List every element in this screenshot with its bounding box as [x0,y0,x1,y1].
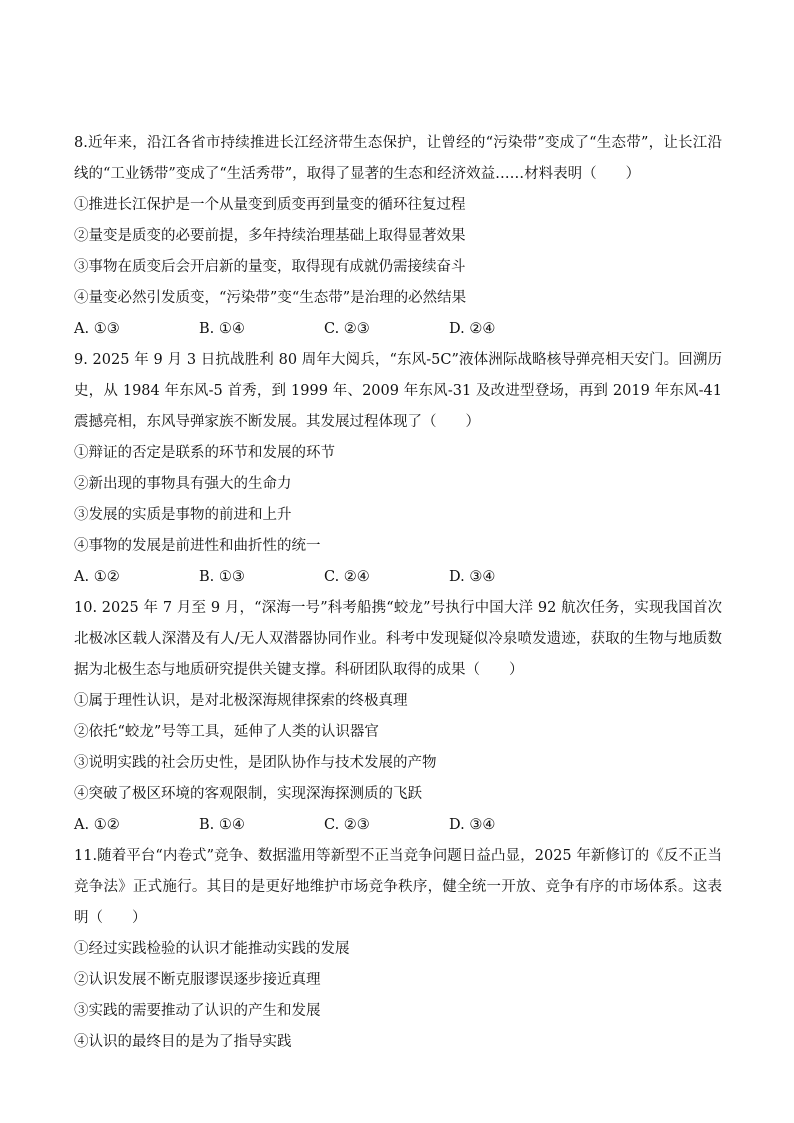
choice-c: C. ②③ [324,321,370,337]
choice-d: D. ③④ [449,817,496,833]
choice-c: C. ②④ [324,569,370,585]
option-statement-4: ④事物的发展是前进性和曲折性的统一 [74,538,321,554]
option-statement-4: ④突破了极区环境的客观限制，实现深海探测质的飞跃 [74,786,422,802]
question-10 [74,593,722,841]
choice-b: B. ①④ [199,321,245,337]
option-statement-1: ①推进长江保护是一个从量变到质变再到量变的循环往复过程 [74,197,466,213]
option-statement-2: ②新出现的事物具有强大的生命力 [74,476,292,492]
question-stem: 8.近年来，沿江各省市持续推进长江经济带生态保护，让曾经的“污染带”变成了“生态带”，让长江沿线的“工业锈带”变成了“生活秀带”，取得了显著的生态和经济效益……材料表明（ ） [74,135,722,182]
answer-choices [74,314,722,345]
question-stem: 9. 2025 年 9 月 3 日抗战胜利 80 周年大阅兵，“东风-5C”液体洲际战略核导弹亮相天安门。回溯历史，从 1984 年东风-5 首秀，到 1999 年、2009 年东风-31 及改进型登场，再到 2019 年东风-41 震撼亮相，东风导弹家族不断发展。其发展过程体现了（ ） [74,352,722,430]
question-9 [74,345,722,593]
choice-a: A. ①③ [74,321,120,337]
question-stem: 11.随着平台“内卷式”竞争、数据滥用等新型不正当竞争问题日益凸显，2025 年新修订的《反不正当竞争法》正式施行。其目的是更好地维护市场竞争秩序，健全统一开放、竞争有序的市场体系。这表明（ ） [74,848,722,926]
choice-d: D. ③④ [449,569,496,585]
option-statement-4: ④认识的最终目的是为了指导实践 [74,1034,292,1050]
choice-b: B. ①③ [199,569,245,585]
answer-choices [74,810,722,841]
question-8 [74,128,722,345]
question-11 [74,841,722,1058]
choice-d: D. ②④ [449,321,496,337]
question-stem: 10. 2025 年 7 月至 9 月，“深海一号”科考船携“蛟龙”号执行中国大洋 92 航次任务，实现我国首次北极冰区载人深潜及有人/无人双潜器协同作业。科考中发现疑似冷泉喷发遗迹，获取的生物与地质数据为北极生态与地质研究提供关键支撑。科研团队取得的成果（ ） [74,600,722,678]
option-statement-1: ①属于理性认识，是对北极深海规律探索的终极真理 [74,693,408,709]
answer-choices [74,562,722,593]
option-statement-2: ②依托“蛟龙”号等工具，延伸了人类的认识器官 [74,724,379,740]
option-statement-1: ①辩证的否定是联系的环节和发展的环节 [74,445,335,461]
option-statement-3: ③发展的实质是事物的前进和上升 [74,507,292,523]
option-statement-2: ②量变是质变的必要前提，多年持续治理基础上取得显著效果 [74,228,466,244]
option-statement-1: ①经过实践检验的认识才能推动实践的发展 [74,941,350,957]
option-statement-3: ③说明实践的社会历史性，是团队协作与技术发展的产物 [74,755,437,771]
exam-page [74,128,722,1058]
choice-b: B. ①④ [199,817,245,833]
option-statement-2: ②认识发展不断克服谬误逐步接近真理 [74,972,321,988]
option-statement-4: ④量变必然引发质变，“污染带”变“生态带”是治理的必然结果 [74,290,467,306]
option-statement-3: ③事物在质变后会开启新的量变，取得现有成就仍需接续奋斗 [74,259,466,275]
choice-a: A. ①② [74,817,120,833]
choice-a: A. ①② [74,569,120,585]
choice-c: C. ②③ [324,817,370,833]
option-statement-3: ③实践的需要推动了认识的产生和发展 [74,1003,321,1019]
